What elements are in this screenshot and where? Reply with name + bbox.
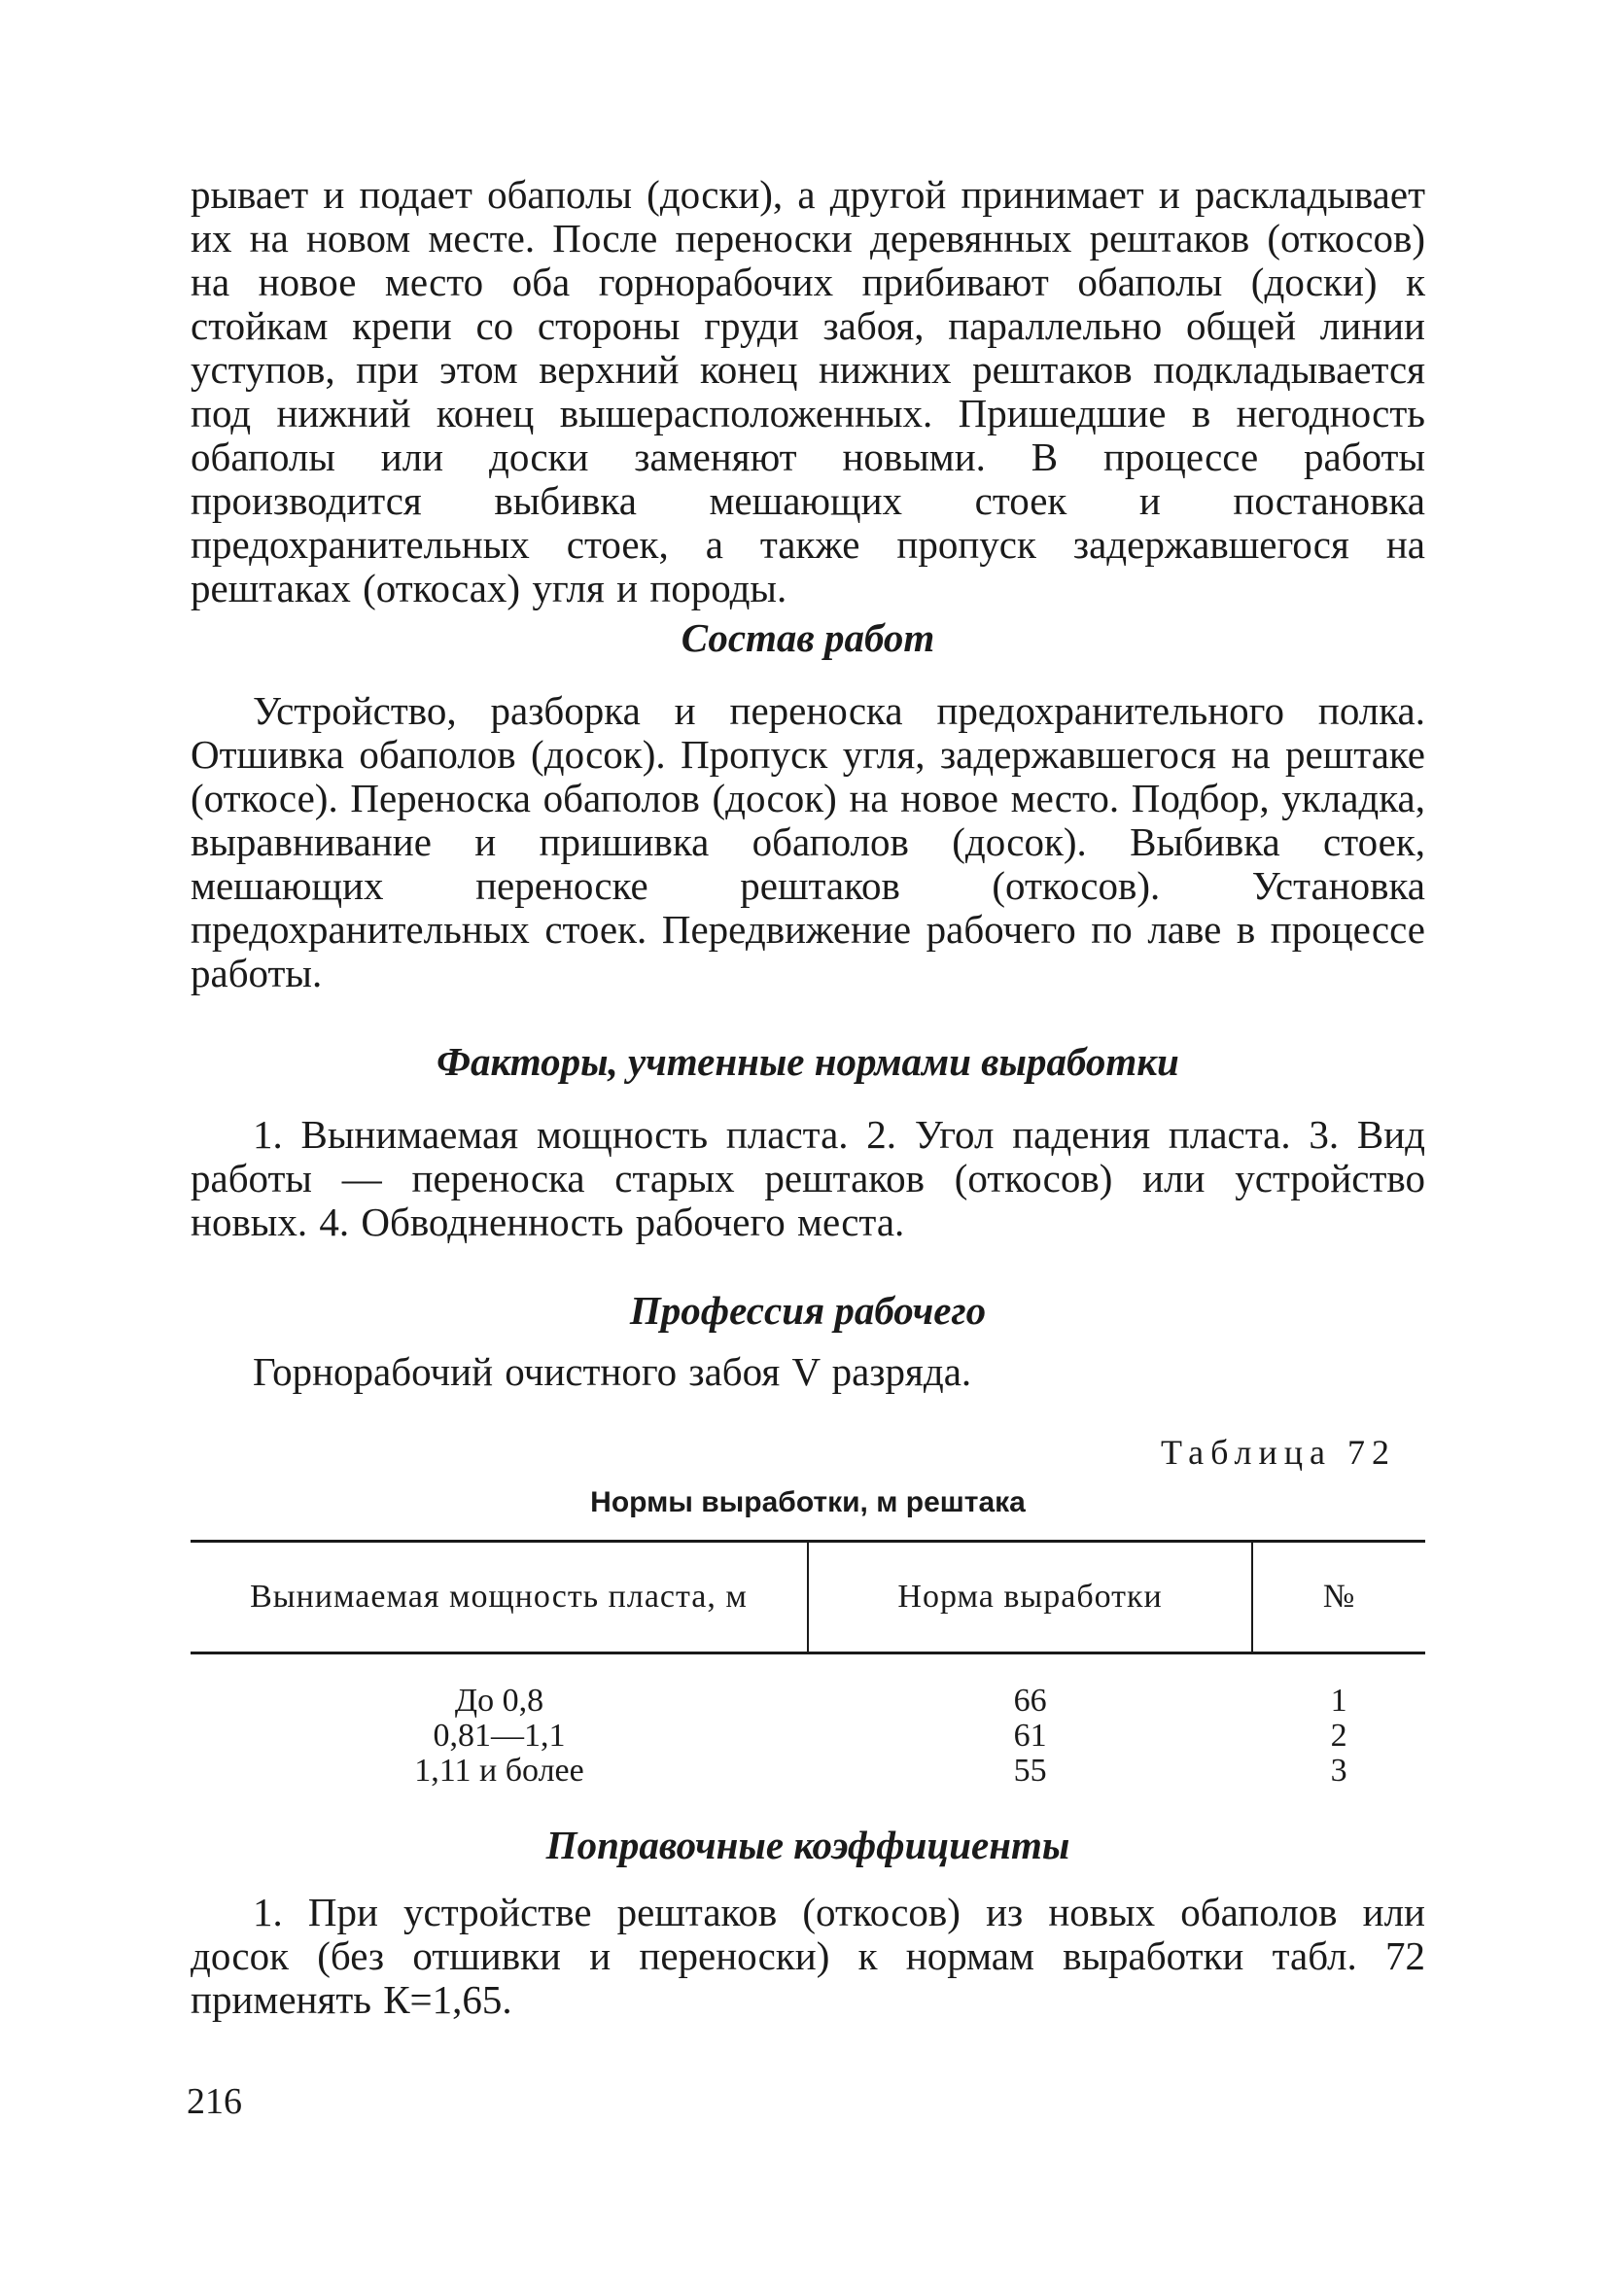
header-norm: Норма выработки bbox=[808, 1542, 1252, 1653]
cell-number: 3 bbox=[1330, 1753, 1347, 1789]
table-number-label: Таблица 72 bbox=[1161, 1433, 1396, 1472]
work-composition-paragraph: Устройство, разборка и переноска предохранительного полка. Отшивка обаполов (досок). Пропуск угля, задержавшегося на рештаке (откосе). Переноска обаполов (досок) на новое место. Подбор, укладка, выравнивание и пришивка обаполов (досок). Выбивка стоек, мешающих переноске рештаков (откосов). Установка предохранительных стоек. Передвижение рабочего по лаве в процессе работы. bbox=[191, 688, 1425, 995]
corrections-paragraph: 1. При устройстве рештаков (откосов) из новых обаполов или досок (без отшивки и переноски) к нормам выработки табл. 72 применять К=1,65. bbox=[191, 1890, 1425, 2022]
heading-profession: Профессия рабочего bbox=[629, 1288, 987, 1333]
cell-number: 2 bbox=[1330, 1718, 1347, 1754]
table-row bbox=[191, 1719, 1425, 1754]
header-number: № bbox=[1252, 1542, 1425, 1653]
cell-number: 1 bbox=[1330, 1683, 1347, 1719]
heading-factors: Факторы, учтенные нормами выработки bbox=[437, 1039, 1179, 1084]
page-number: 216 bbox=[187, 2081, 242, 2122]
table-header-row bbox=[191, 1542, 1425, 1653]
cell-thickness: До 0,8 bbox=[454, 1683, 544, 1719]
table-row bbox=[191, 1754, 1425, 1789]
document-page bbox=[191, 173, 1425, 2022]
cell-norm: 61 bbox=[1013, 1718, 1047, 1754]
cell-thickness: 1,11 и более bbox=[414, 1753, 584, 1789]
heading-work-composition: Состав работ bbox=[681, 615, 935, 660]
profession-paragraph: Горнорабочий очистного забоя V разряда. bbox=[253, 1349, 972, 1394]
cell-thickness: 0,81—1,1 bbox=[433, 1718, 566, 1754]
factors-paragraph: 1. Вынимаемая мощность пласта. 2. Угол падения пласта. 3. Вид работы — переноска старых рештаков (откосов) или устройство новых. 4. Обводненность рабочего места. bbox=[191, 1112, 1425, 1244]
table-title: Нормы выработки, м рештака bbox=[590, 1486, 1026, 1518]
cell-norm: 66 bbox=[1013, 1683, 1047, 1719]
table-row bbox=[191, 1653, 1425, 1720]
norms-table bbox=[191, 1540, 1425, 1789]
heading-corrections: Поправочные коэффициенты bbox=[545, 1823, 1070, 1867]
cell-norm: 55 bbox=[1013, 1753, 1047, 1789]
header-thickness: Вынимаемая мощность пласта, м bbox=[191, 1542, 808, 1653]
intro-paragraph: рывает и подает обаполы (доски), а другой принимает и раскладывает их на новом месте. После переноски деревянных рештаков (откосов) на новое место оба горнорабочих прибивают обаполы (доски) к стойкам крепи со стороны груди забоя, параллельно общей линии уступов, при этом верхний конец нижних рештаков подкладывается под нижний конец вышерасположенных. Пришедшие в негодность обаполы или доски заменяют новыми. В процессе работы производится выбивка мешающих стоек и постановка предохранительных стоек, а также пропуск задержавшегося на рештаках (откосах) угля и породы. bbox=[191, 172, 1425, 610]
